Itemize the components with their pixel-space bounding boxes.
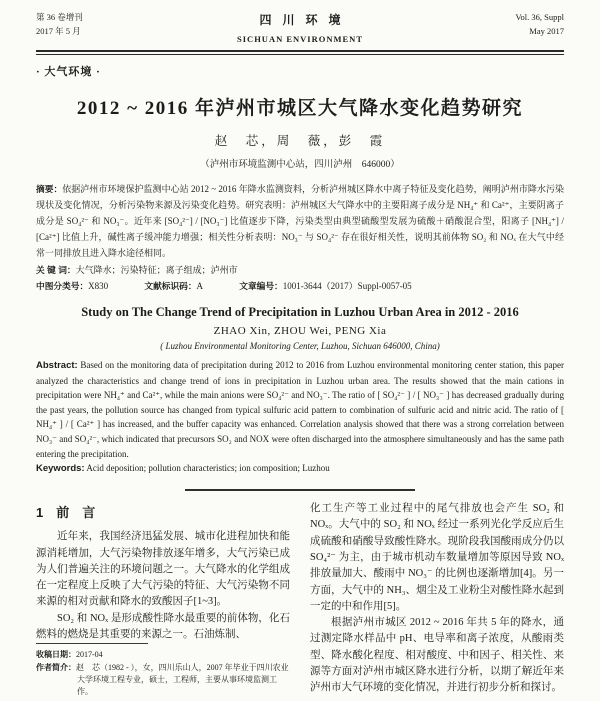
journal-issue-block — [444, 10, 564, 39]
received-date-line: 收稿日期：2017-04 — [36, 650, 103, 660]
footnote-block — [36, 643, 290, 701]
journal-volume-cn: 第 36 卷增刊 — [36, 12, 83, 22]
abstract-label-en: Abstract: — [36, 360, 78, 372]
body-column-left — [36, 501, 290, 697]
article-id: 文章编号：1001-3644（2017）Suppl-0057-05 — [239, 281, 412, 292]
header-divider-rule — [36, 50, 564, 55]
keywords-text-en: Acid deposition; pollution characteristics; ion composition; Luzhou — [86, 463, 330, 474]
body-column-right — [310, 501, 564, 694]
article-title-cn: 2012 ~ 2016 年泸州市城区大气降水变化趋势研究 — [76, 97, 524, 119]
journal-header — [36, 10, 564, 47]
article-authors-en: ZHAO Xin, ZHOU Wei, PENG Xia — [213, 325, 387, 338]
keywords-en — [36, 463, 564, 474]
keywords-label-cn: 关 键 词： — [36, 265, 76, 276]
body-columns — [36, 501, 564, 697]
section-divider-rule — [185, 489, 415, 491]
journal-date-cn: 2017 年 5 月 — [36, 26, 81, 37]
document-code: 文献标识码：A — [144, 281, 203, 292]
journal-title-block — [237, 10, 363, 47]
article-affiliation-cn: （泸州市环境监测中心站，四川泸州 646000） — [200, 159, 400, 170]
keywords-text-cn: 大气降水；污染特征；离子组成；泸州市 — [75, 265, 238, 276]
author-bio-line: 作者简介：赵 芯（1982 - ），女，四川乐山人，2007 年毕业于四川农业大学环境工程专业，硕士，工程师，主要从事环境监测工作。 — [36, 662, 289, 697]
keywords-label-en: Keywords: — [36, 463, 85, 475]
journal-volume-block — [36, 10, 156, 39]
journal-title-cn: 四川环境 — [259, 13, 352, 27]
clc-number: 中图分类号：X830 — [36, 281, 109, 292]
article-authors-cn: 赵 芯，周 薇，彭 霞 — [214, 133, 386, 148]
abstract-en — [36, 358, 564, 461]
footnote-rule — [36, 643, 148, 644]
body-paragraph: 化工生产等工业过程中的尾气排放也会产生 SO₂ 和 NOₓ。大气中的 SO₂ 和 NOₓ 经过一系列光化学反应后生成硫酸和硝酸导致酸性降水。现阶段我国酸雨成分仍以 SO₄²⁻ 为主，由于城市机动车数量增加等原因导致 NOₓ 排放量加大、酸雨中 NO₃⁻ 的比例也逐渐增加[4]。另一方面，大气中的 NH₃、烟尘及工业粉尘对酸性降水起到一定的中和作用[5]。 — [310, 503, 564, 612]
article-affiliation-en: ( Luzhou Environmental Monitoring Center, Luzhou, Sichuan 646000, China) — [160, 341, 440, 352]
section-1-heading: 1 前 言 — [36, 505, 96, 521]
column-category-label: · 大气环境 · — [36, 65, 101, 78]
abstract-cn — [36, 181, 564, 262]
body-paragraph: 根据泸州市城区 2012 ~ 2016 年共 5 年的降水，通过测定降水样品中 pH、电导率和离子浓度，从酸雨类型、降水酸化程度、相对酸度、中和因子、相关性、来源等方面对泸州市城区降水进行分析，以期了解近年来泸州市大气环境的变化情况，并进行初步分析和探讨。 — [310, 617, 564, 694]
abstract-text-cn: 依据泸州市环境保护监测中心站 2012 ~ 2016 年降水监测资料，分析泸州城区降水中离子特征及变化趋势，阐明泸州市降水污染现状及变化情况，分析污染物来源及污染变化趋势。研究表明：泸州城区大气降水中的主要阳离子成分是 NH₄⁺ 和 Ca²⁺，主要阴离子成分是 SO₄²⁻ 和 NO₃⁻。近年来 [SO₄²⁻] / [NO₃⁻] 比值逐步下降，污染类型由典型硫酸型发展为硫酸＋硝酸混合型，阳离子 [NH₄⁺] / [Ca²⁺] 比值上升，碱性离子缓冲能力增强；相关性分析表明：NO₃⁻ 与 SO₄²⁻ 存在很好相关性，说明其前体物 SO₂ 和 NOₓ 在大气中经常一同排放且进入降水途径相同。 — [36, 183, 565, 259]
keywords-cn — [36, 263, 564, 276]
body-paragraph: SO₂ 和 NOₓ 是形成酸性降水最重要的前体物，化石燃料的燃烧是其重要的来源之一。石油炼制、 — [36, 612, 290, 640]
journal-volume-en: Vol. 36, Suppl — [515, 12, 564, 22]
body-paragraph: 近年来，我国经济迅猛发展、城市化进程加快和能源消耗增加，大气污染物排放逐年增多，大气污染已成为人们普遍关注的环境问题之一。大气降水的化学组成在一定程度上反映了大气污染的特征、大气污染物不同来源的相对贡献和降水的致酸因子[1~3]。 — [36, 531, 290, 608]
journal-date-en: May 2017 — [529, 26, 564, 37]
article-title-en: Study on The Change Trend of Precipitation in Luzhou Urban Area in 2012 - 2016 — [81, 305, 519, 320]
journal-title-en: SICHUAN ENVIRONMENT — [237, 34, 363, 45]
classification-line — [36, 279, 564, 292]
abstract-text-en: Based on the monitoring data of precipitation during 2012 to 2016 from Luzhou environmental monitoring center station, this paper analyzed the characteristics and change trend of ions in precipitation in Luzhou urban area. The results showed that the main cations in precipitation were NH₄⁺ and Ca²⁺, while the main anions were SO₄²⁻ and NO₃⁻. The ratio of [ SO₄²⁻ ] / [ NO₃⁻ ] has decreased gradually during the past years, the pollution source has changed from typical sulfuric acid pattern to combination of sulfuric acid and nitric acid. The ratio of [ NH₄⁺ ] / [ Ca²⁺ ] has increased, and the buffer capacity was enhanced. Correlation analysis showed that there was a strong correlation between NO₃⁻ and SO₄²⁻, which indicated that precursors SO₂ and NOX were often discharged into the atmosphere simultaneously and has the same path entering the precipitation. — [36, 360, 564, 459]
abstract-label-cn: 摘要： — [36, 183, 63, 194]
